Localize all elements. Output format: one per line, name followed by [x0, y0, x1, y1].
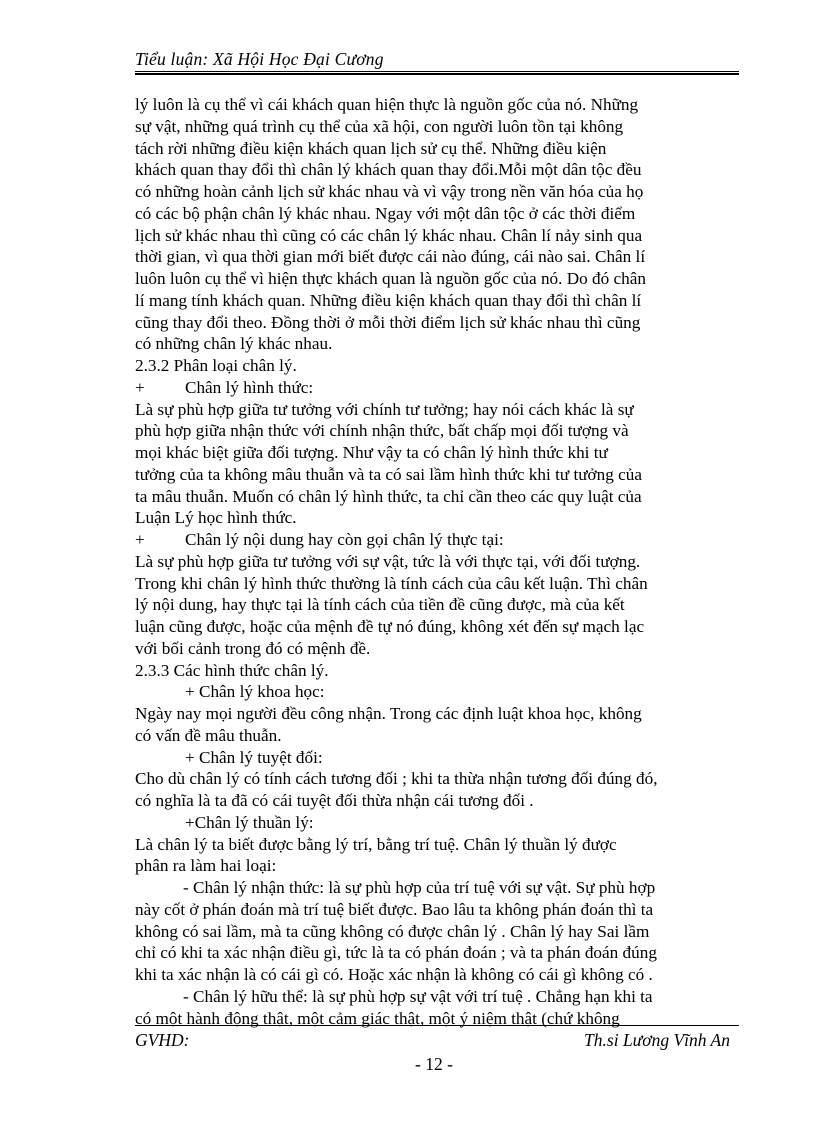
section-heading-2-3-3: 2.3.3 Các hình thức chân lý.: [135, 660, 329, 680]
body-line: Luận Lý học hình thức.: [135, 508, 297, 528]
body-line: có những hoàn cảnh lịch sử khác nhau và vì vậy trong nền văn hóa của họ: [135, 182, 644, 201]
footer-advisor-name: Th.si Lương Vĩnh An: [584, 1030, 730, 1050]
body-line: Trong khi chân lý hình thức thường là tính cách của câu kết luận. Thì chân: [135, 573, 648, 593]
body-line: chỉ có khi ta xác nhận điều gì, tức là ta có phán đoán ; và ta phán đoán đúng: [135, 943, 657, 963]
body-line: có những chân lý khác nhau.: [135, 334, 333, 354]
body-line: Là sự phù hợp giữa tư tưởng với chính tư tưởng; hay nói cách khác là sự: [135, 399, 634, 419]
body-line: khi ta xác nhận là có cái gì có. Hoặc xác nhận là không có cái gì không có .: [135, 965, 653, 984]
body-line: khách quan thay đổi thì chân lý khách quan thay đổi.Mỗi một dân tộc đều: [135, 160, 642, 180]
body-line: ta mâu thuẫn. Muốn có chân lý hình thức, ta chỉ cần theo các quy luật của: [135, 486, 642, 506]
body-line: tách rời những điều kiện khách quan lịch sử cụ thể. Những điều kiện: [135, 138, 607, 158]
subsection-absolute-truth: + Chân lý tuyệt đối:: [185, 747, 323, 767]
body-text: [135, 94, 743, 1029]
body-line: luận cũng được, hoặc của mệnh đề tự nó đúng, không xét đến sự mạch lạc: [135, 617, 645, 636]
subsection-title: Chân lý hình thức:: [185, 377, 314, 397]
subsection-science-truth: + Chân lý khoa học:: [185, 682, 325, 702]
body-line: có các bộ phận chân lý khác nhau. Ngay với một dân tộc ở các thời điểm: [135, 203, 636, 223]
body-line: luôn luôn cụ thể vì hiện thực khách quan là nguồn gốc của nó. Do đó chân: [135, 269, 646, 288]
body-line: Là sự phù hợp giữa tư tưởng với sự vật, tức là với thực tại, với đối tượng.: [135, 551, 641, 571]
subsection-title: Chân lý nội dung hay còn gọi chân lý thực tại:: [185, 530, 504, 549]
body-line: - Chân lý hữu thể: là sự phù hợp sự vật với trí tuệ . Chẳng hạn khi ta: [183, 986, 653, 1006]
body-line: phân ra làm hai loại:: [135, 856, 277, 876]
section-heading-2-3-2: 2.3.2 Phân loại chân lý.: [135, 356, 297, 375]
body-line: có vấn đề mâu thuẫn.: [135, 725, 282, 745]
subsection-formal-truth: [135, 377, 743, 399]
subsection-pure-truth: +Chân lý thuần lý:: [185, 812, 314, 832]
body-line: không có sai lầm, mà ta cũng không có được chân lý . Chân lý hay Sai lầm: [135, 921, 650, 941]
body-line: lý nội dung, hay thực tại là tính cách của tiền đề cũng được, mà của kết: [135, 595, 625, 615]
body-line: này cốt ở phán đoán mà trí tuệ biết được. Bao lâu ta không phán đoán thì ta: [135, 899, 654, 919]
body-line: lý luôn là cụ thể vì cái khách quan hiện thực là nguồn gốc của nó. Những: [135, 95, 639, 114]
header-rule-thin: [135, 71, 739, 72]
page-header-title: Tiểu luận: Xã Hội Học Đại Cương: [135, 49, 384, 69]
plus-bullet: +: [135, 530, 145, 549]
body-line: mọi khác biệt giữa đối tượng. Như vậy ta có chân lý hình thức khi tư: [135, 443, 608, 462]
body-line: Là chân lý ta biết được bằng lý trí, bằng trí tuệ. Chân lý thuần lý được: [135, 834, 617, 854]
body-line: lịch sử khác nhau thì cũng có các chân lý khác nhau. Chân lí nảy sinh qua: [135, 225, 643, 245]
body-line: có một hành động thật, một cảm giác thật, một ý niệm thật (chứ không: [135, 1008, 620, 1028]
body-line: Ngày nay mọi người đều công nhận. Trong các định luật khoa học, không: [135, 704, 642, 723]
body-line: - Chân lý nhận thức: là sự phù hợp của trí tuệ với sự vật. Sự phù hợp: [183, 878, 656, 897]
body-line: tưởng của ta không mâu thuẫn và ta có sai lầm hình thức khi tư tưởng của: [135, 464, 642, 484]
body-line: sự vật, những quá trình cụ thể của xã hội, con người luôn tồn tại không: [135, 116, 624, 136]
body-line: thời gian, vì qua thời gian mới biết được cái nào đúng, cái nào sai. Chân lí: [135, 247, 646, 267]
body-line: cũng thay đổi theo. Đồng thời ở mỗi thời điểm lịch sử khác nhau thì cũng: [135, 312, 641, 332]
subsection-content-truth: [135, 529, 743, 551]
plus-bullet: +: [135, 377, 145, 397]
footer-advisor-label: GVHD:: [135, 1030, 190, 1050]
body-line: Cho dù chân lý có tính cách tương đối ; khi ta thừa nhận tương đối đúng đó,: [135, 769, 658, 789]
body-line: phù hợp giữa nhận thức với chính nhận thức, bất chấp mọi đối tượng và: [135, 421, 629, 441]
page-number: - 12 -: [415, 1054, 453, 1074]
footer-rule: [135, 1025, 739, 1026]
body-line: có nghĩa là ta đã có cái tuyệt đối thừa nhận cái tương đối .: [135, 791, 534, 810]
body-line: lí mang tính khách quan. Những điều kiện khách quan thay đổi thì chân lí: [135, 290, 642, 310]
body-line: với bối cảnh trong đó có mệnh đề.: [135, 638, 371, 658]
header-rule-thick: [135, 73, 739, 75]
